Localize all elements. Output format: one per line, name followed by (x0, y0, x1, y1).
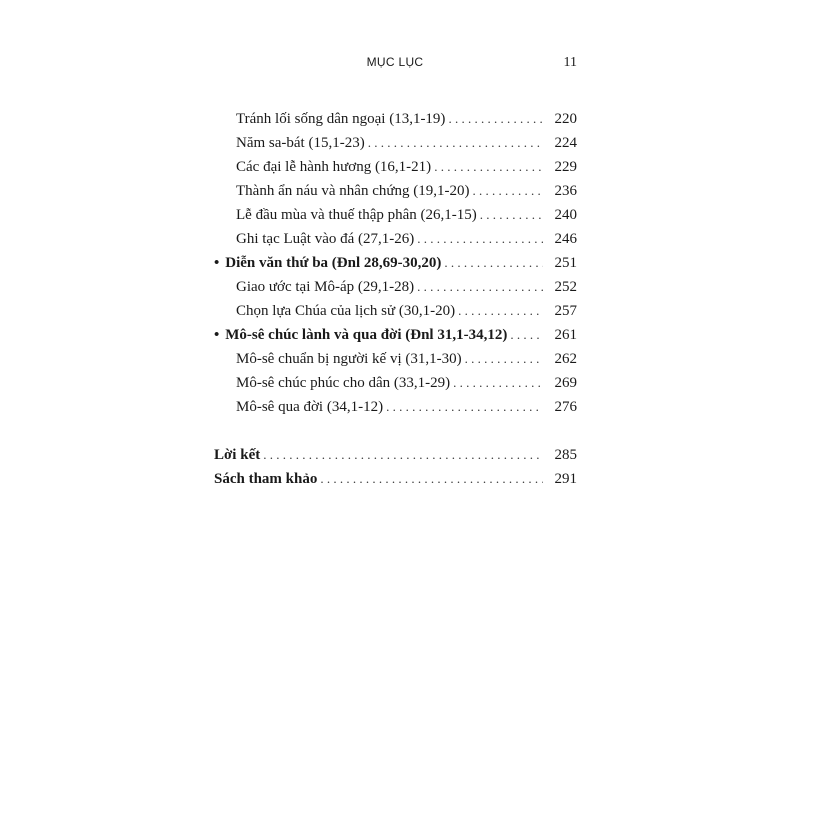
toc-entry-page: 240 (554, 207, 577, 223)
dot-leader (453, 372, 543, 394)
toc-entry-title: Giao ước tại Mô-áp (29,1-28) (236, 279, 415, 295)
toc-entry-title: Diễn văn thứ ba (Đnl 28,69-30,20) (225, 255, 442, 271)
toc-entry-page: 236 (554, 183, 577, 199)
dot-leader (465, 348, 543, 370)
toc-section-entry (214, 252, 577, 274)
dot-leader (417, 228, 543, 250)
dot-leader (472, 180, 543, 202)
toc-entry-page: 229 (554, 159, 577, 175)
toc-entry-page: 224 (554, 135, 577, 151)
dot-leader (320, 468, 543, 490)
toc-entry-page: 285 (554, 447, 577, 463)
dot-leader (510, 324, 543, 346)
toc-entry-title: Ghi tạc Luật vào đá (27,1-26) (236, 231, 415, 247)
toc-entry-title: Lời kết (214, 447, 261, 463)
toc-entry-title: Thành ẩn náu và nhân chứng (19,1-20) (236, 183, 470, 199)
toc-entry-title: Các đại lễ hành hương (16,1-21) (236, 159, 432, 175)
toc-entry-page: 246 (554, 231, 577, 247)
toc-entry (236, 348, 577, 370)
toc-entry (236, 276, 577, 298)
toc-entry-title: Mô-sê chúc lành và qua đời (Đnl 31,1-34,12) (225, 327, 508, 343)
toc-entry-title: Mô-sê chúc phúc cho dân (33,1-29) (236, 375, 451, 391)
toc-entry-page: 261 (554, 327, 577, 343)
dot-leader (458, 300, 543, 322)
toc-entry-title: Chọn lựa Chúa của lịch sử (30,1-20) (236, 303, 456, 319)
toc-entry (236, 156, 577, 178)
toc-entry (236, 108, 577, 130)
toc-entry (236, 180, 577, 202)
toc-entry (236, 396, 577, 418)
toc-entry (236, 204, 577, 226)
toc-entry-page: 220 (554, 111, 577, 127)
toc-entry-title: Mô-sê chuẩn bị người kế vị (31,1-30) (236, 351, 462, 367)
toc-entry-title: Mô-sê qua đời (34,1-12) (236, 399, 384, 415)
toc-chapter-entry (214, 444, 577, 466)
toc-section-entry (214, 324, 577, 346)
toc-entry-page: 291 (554, 471, 577, 487)
toc-entry-page: 257 (554, 303, 577, 319)
toc-entry-page: 251 (554, 255, 577, 271)
dot-leader (263, 444, 543, 466)
toc-entry-page: 276 (554, 399, 577, 415)
dot-leader (386, 396, 543, 418)
dot-leader (417, 276, 543, 298)
toc-entry-title: Tránh lối sống dân ngoại (13,1-19) (236, 111, 446, 127)
toc-chapter-entry (214, 468, 577, 490)
toc-entry-page: 269 (554, 375, 577, 391)
bullet-icon: • (214, 255, 220, 271)
toc-entry-title: Sách tham khảo (214, 471, 318, 487)
toc-entry (236, 228, 577, 250)
toc-entry (236, 132, 577, 154)
page-number: 11 (563, 55, 577, 70)
toc-entry (236, 372, 577, 394)
dot-leader (434, 156, 543, 178)
toc-entry-page: 252 (554, 279, 577, 295)
dot-leader (480, 204, 543, 226)
toc-entry-page: 262 (554, 351, 577, 367)
running-header-title: MỤC LỤC (366, 55, 424, 69)
dot-leader (444, 252, 543, 274)
toc-entry-title: Năm sa-bát (15,1-23) (236, 135, 365, 151)
dot-leader (368, 132, 543, 154)
bullet-icon: • (214, 327, 220, 343)
dot-leader (448, 108, 543, 130)
toc-entry-title: Lễ đầu mùa và thuế thập phân (26,1-15) (236, 207, 477, 223)
toc-entry (236, 300, 577, 322)
